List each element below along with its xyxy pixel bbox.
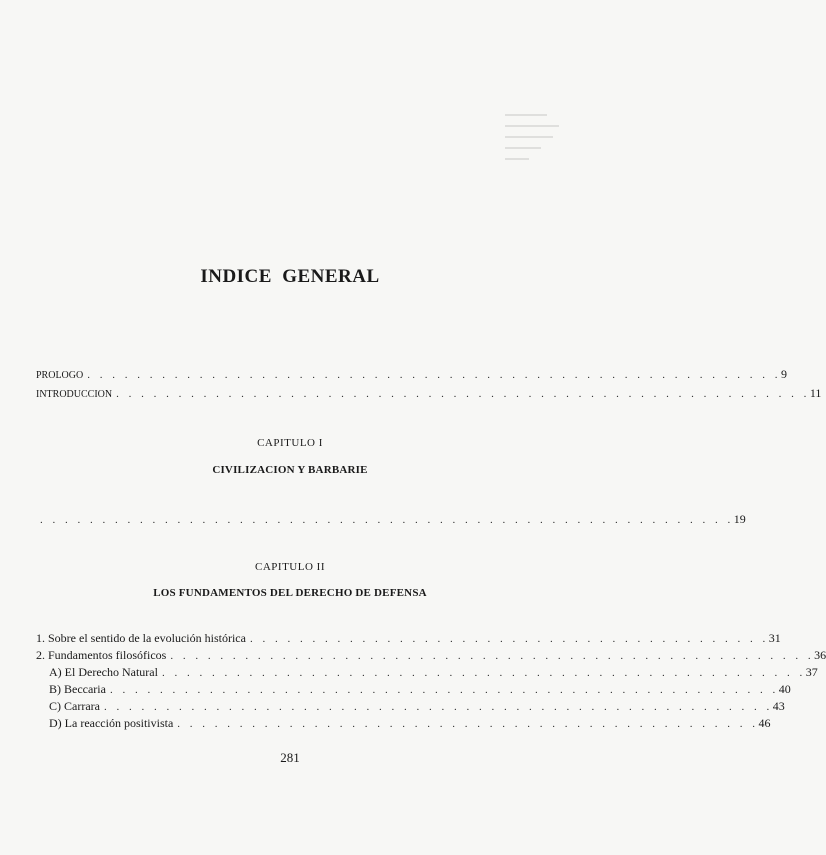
toc-subentry	[36, 682, 791, 698]
toc-leader-dots: . . . . . . . . . . . . . . . . . . . . . . . . . . . . . . . . . . . . . . . . . . . . . . . . . . . . . . . .	[40, 514, 734, 526]
toc-entry	[36, 648, 826, 664]
toc-page-number: 9	[780, 367, 787, 381]
toc-page-number: 19	[733, 512, 746, 526]
toc-leader-dots: . . . . . . . . . . . . . . . . . . . . . . . . . . . . . . . . . . . . . . . . . . . . . . .	[177, 718, 759, 730]
toc-leader-dots: . . . . . . . . . . . . . . . . . . . . . . . . . . . . . . . . . . . . . . . . . . . . . . . . . . . . . .	[103, 701, 773, 713]
toc-leader-dots: . . . . . . . . . . . . . . . . . . . . . . . . . . . . . . . . . . . . . . . . . . . . . . . . . . . . . . . .	[116, 388, 810, 400]
toc-leader-dots: . . . . . . . . . . . . . . . . . . . . . . . . . . . . . . . . . . . . . . . . . . . . . . . . . . . . . .	[109, 684, 779, 696]
toc-page-number: 46	[758, 716, 771, 730]
toc-leader-dots: . . . . . . . . . . . . . . . . . . . . . . . . . . . . . . . . . . . . . . . . . . . . . . . . . . . .	[170, 650, 815, 662]
toc-entry-label: D) La reacción positivista	[49, 716, 174, 730]
toc-page-number: 40	[778, 682, 791, 696]
index-heading: INDICE GENERAL	[200, 266, 380, 287]
toc-leader-dots: . . . . . . . . . . . . . . . . . . . . . . . . . . . . . . . . . . . . . . . . . . . . . . . . . . . . . . . .	[87, 369, 781, 381]
toc-leader-dots: . . . . . . . . . . . . . . . . . . . . . . . . . . . . . . . . . . . . . . . . . . . . . . . . . . . .	[161, 667, 806, 679]
chapter-1-title: CIVILIZACION Y BARBARIE	[212, 464, 368, 476]
chapter-2-number: CAPITULO II	[255, 561, 325, 573]
toc-entry-label: B) Beccaria	[49, 682, 106, 696]
toc-entry-label: INTRODUCCION	[36, 389, 113, 400]
chapter-1-number: CAPITULO I	[257, 437, 323, 449]
toc-entry-label: 2. Fundamentos filosóficos	[36, 648, 167, 662]
toc-subentry	[36, 699, 785, 715]
toc-page-number: 43	[772, 699, 785, 713]
toc-entry-introduccion	[36, 386, 822, 402]
toc-entry-label: C) Carrara	[49, 699, 100, 713]
toc-subentry	[36, 665, 818, 681]
toc-subentry	[36, 716, 771, 732]
toc-page-number: 31	[768, 631, 781, 645]
toc-leader-dots: . . . . . . . . . . . . . . . . . . . . . . . . . . . . . . . . . . . . . . . . . .	[249, 633, 769, 645]
toc-page-number: 36	[814, 648, 826, 662]
toc-entry-prologo	[36, 367, 787, 383]
toc-entry	[36, 631, 781, 647]
toc-page-number: 37	[805, 665, 818, 679]
page-folio-number: 281	[280, 750, 300, 765]
toc-entry-label: 1. Sobre el sentido de la evolución histórica	[36, 631, 246, 645]
toc-page-number: 11	[809, 386, 822, 400]
chapter-2-title: LOS FUNDAMENTOS DEL DERECHO DE DEFENSA	[153, 587, 427, 599]
show-through-text	[505, 105, 565, 195]
toc-entry-label: PROLOGO	[36, 370, 84, 381]
toc-entry-chapter-1	[36, 512, 746, 528]
toc-entry-label: A) El Derecho Natural	[49, 665, 158, 679]
